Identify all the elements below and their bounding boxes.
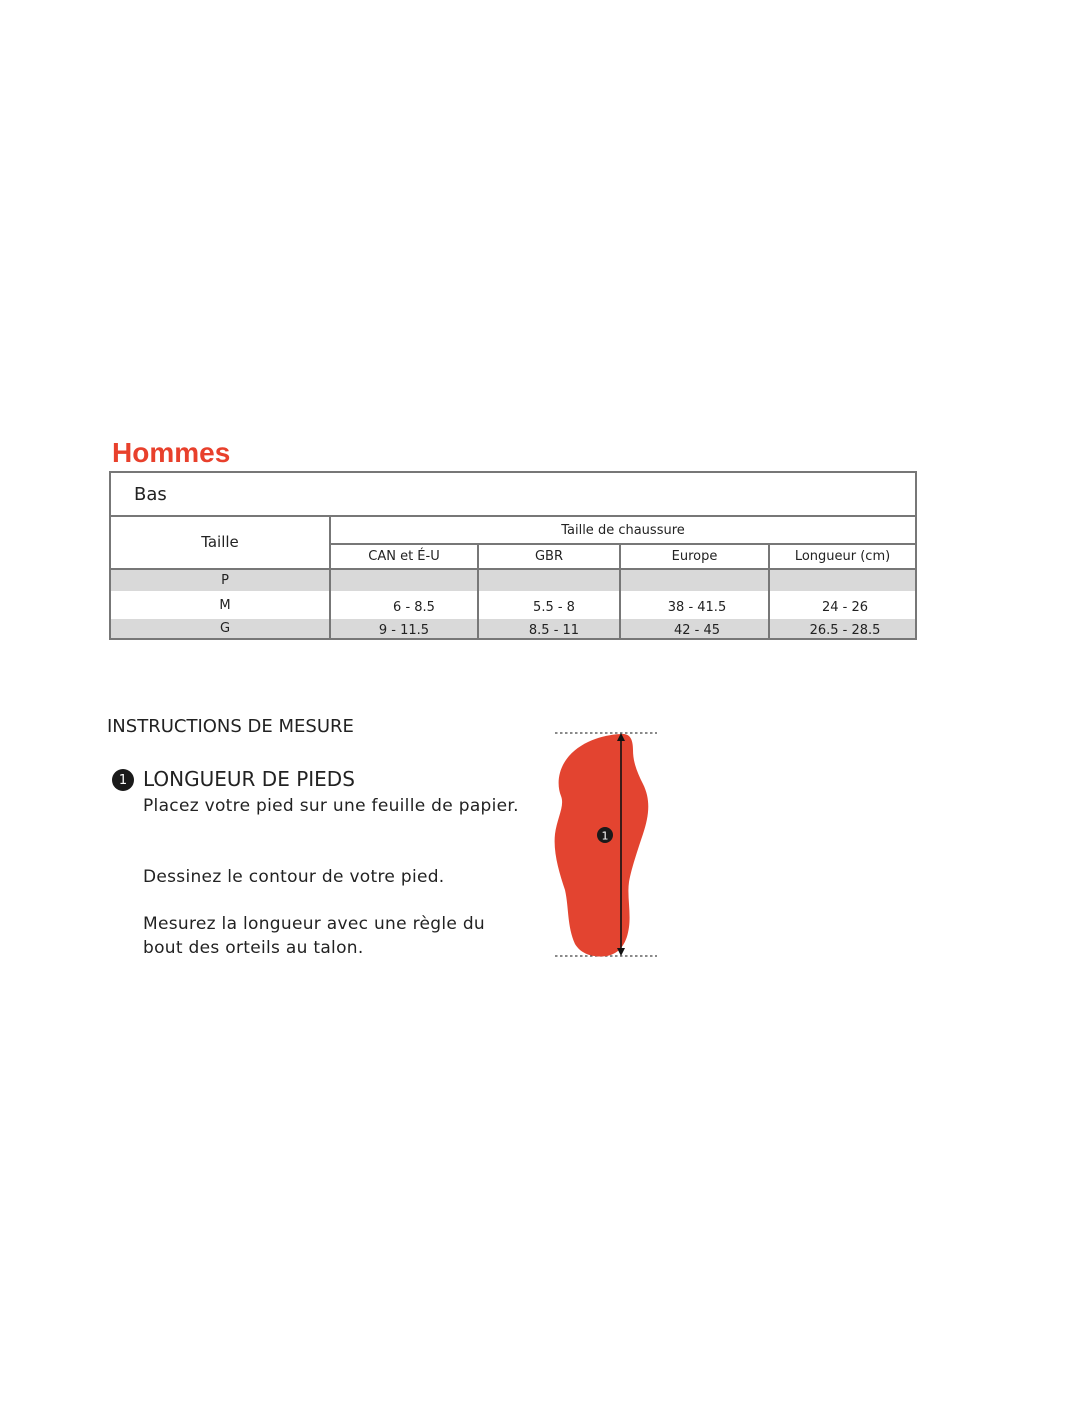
table-cell: [479, 570, 619, 591]
table-cell: 42 - 45: [673, 622, 721, 638]
instructions-title: INSTRUCTIONS DE MESURE: [107, 716, 354, 737]
size-label: M: [219, 597, 231, 613]
column-header: Longueur (cm): [794, 549, 891, 564]
table-cell: 38 - 41.5: [667, 599, 727, 615]
size-label: G: [219, 621, 231, 636]
table-section-label: Bas: [134, 484, 167, 505]
size-chart-table: [109, 471, 917, 640]
table-cell: 5.5 - 8: [533, 599, 575, 615]
column-header: GBR: [534, 549, 564, 564]
table-cell: 9 - 11.5: [378, 622, 430, 638]
instruction-paragraph: Mesurez la longueur avec une règle du bout des orteils au talon.: [143, 914, 486, 958]
marker-label: 1: [601, 829, 609, 843]
table-cell: 24 - 26: [821, 599, 869, 615]
step-number-badge: 1: [112, 769, 134, 791]
foot-measurement-diagram: [545, 722, 665, 967]
table-cell: [621, 570, 768, 591]
column-header: Europe: [671, 549, 718, 564]
table-cell: 8.5 - 11: [528, 622, 580, 638]
table-cell: 26.5 - 28.5: [809, 622, 881, 638]
table-section-header: [111, 473, 915, 517]
page-title: Hommes: [112, 437, 231, 468]
table-cell: [770, 570, 915, 591]
step-title: LONGUEUR DE PIEDS: [143, 767, 355, 791]
size-column-header: Taille: [201, 532, 239, 551]
shoe-size-group-header: Taille de chaussure: [561, 522, 685, 538]
foot-outline-icon: [555, 734, 649, 957]
table-cell: [331, 570, 477, 591]
size-label: P: [221, 573, 229, 588]
instruction-paragraph: Placez votre pied sur une feuille de papier.: [143, 796, 519, 816]
instruction-paragraph: Dessinez le contour de votre pied.: [143, 867, 445, 887]
table-cell: 6 - 8.5: [393, 599, 435, 615]
arrow-head-bottom: [617, 948, 625, 956]
column-header: CAN et É-U: [368, 549, 440, 564]
